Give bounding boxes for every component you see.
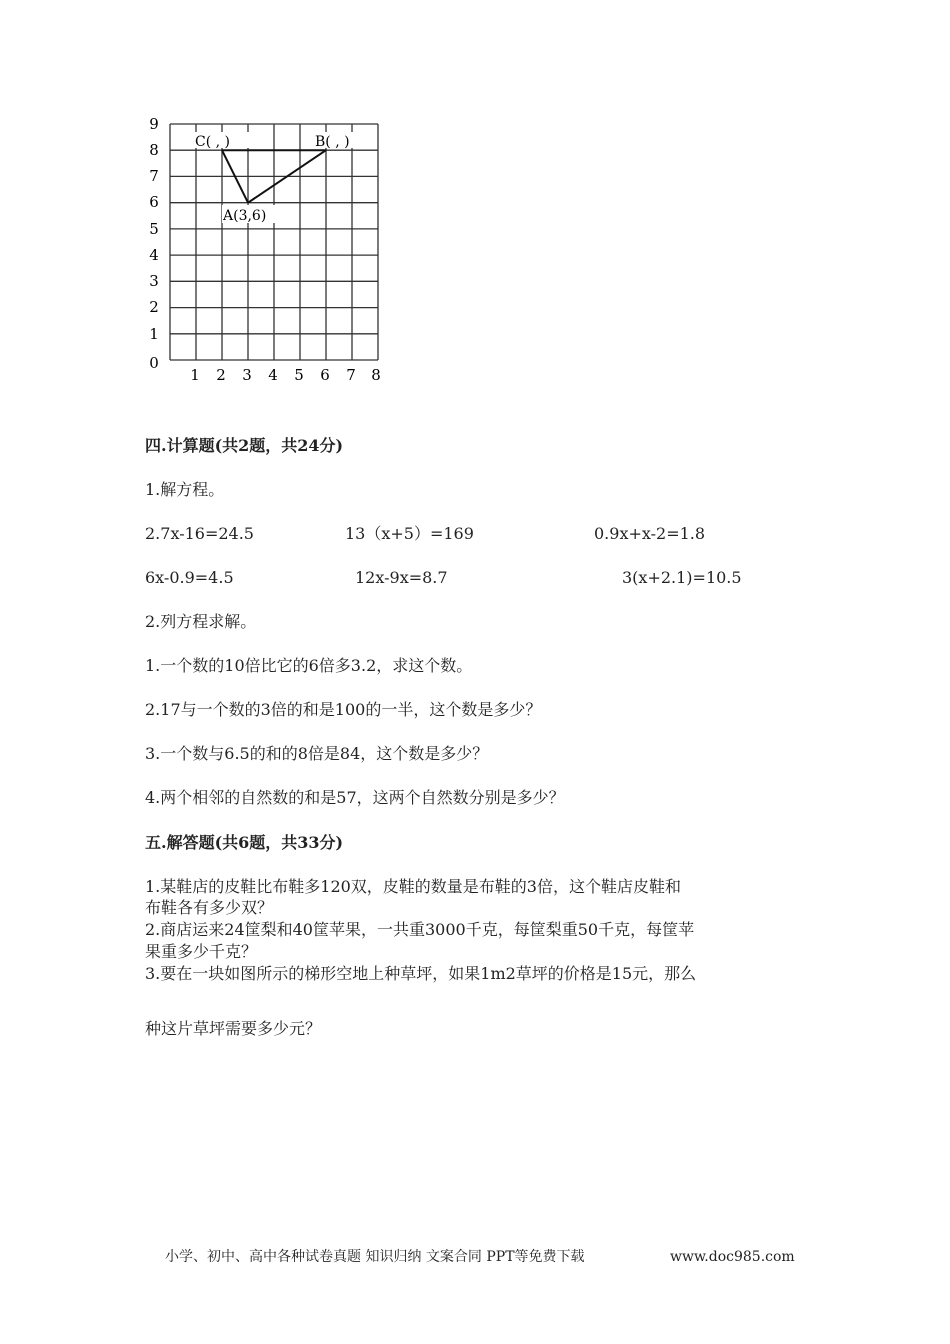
y-axis-labels: [149, 115, 159, 372]
footer-link[interactable]: www.doc985.com: [670, 1249, 795, 1265]
point-b-label: B( , ): [315, 134, 350, 150]
y-tick-label: 8: [149, 141, 159, 159]
equation: 3(x+2.1)=10.5: [622, 568, 742, 587]
y-tick-label: 1: [149, 325, 159, 343]
grid-lines: [170, 124, 378, 360]
x-axis-labels: [190, 366, 381, 384]
x-tick-label: 4: [268, 366, 278, 384]
footer-text: 小学、初中、高中各种试卷真题 知识归纳 文案合同 PPT等免费下载: [165, 1249, 585, 1265]
section5-heading: 五.解答题(共6题，共33分): [145, 833, 344, 852]
y-tick-label: 7: [149, 167, 159, 185]
section4-heading: 四.计算题(共2题，共24分): [145, 436, 344, 455]
word-problem: 1.一个数的10倍比它的6倍多3.2，求这个数。: [145, 656, 473, 675]
coordinate-grid-figure: [140, 110, 400, 390]
answer-problem-line: 3.要在一块如图所示的梯形空地上种草坪，如果1m2草坪的价格是15元，那么: [145, 964, 697, 983]
answer-problem-line: 果重多少千克？: [145, 942, 258, 961]
word-problem: 3.一个数与6.5的和的8倍是84，这个数是多少？: [145, 744, 489, 763]
equation: 6x-0.9=4.5: [145, 568, 234, 587]
y-tick-label: 3: [149, 272, 159, 290]
section4-q1-title: 1.解方程。: [145, 480, 225, 499]
point-a-label: A(3,6): [223, 208, 267, 224]
word-problem: 2.17与一个数的3倍的和是100的一半，这个数是多少？: [145, 700, 542, 719]
equation: 0.9x+x-2=1.8: [594, 524, 706, 543]
point-c-label: C( , ): [195, 134, 230, 150]
y-tick-label: 9: [149, 115, 159, 133]
x-tick-label: 8: [371, 366, 381, 384]
x-tick-label: 6: [320, 366, 330, 384]
y-tick-label: 2: [149, 298, 159, 316]
x-tick-label: 2: [216, 366, 226, 384]
x-tick-label: 1: [190, 366, 200, 384]
word-problem: 4.两个相邻的自然数的和是57，这两个自然数分别是多少？: [145, 788, 565, 807]
y-tick-label: 6: [149, 193, 159, 211]
y-tick-label: 0: [149, 354, 159, 372]
equation: 12x-9x=8.7: [355, 568, 448, 587]
answer-problem-line: 布鞋各有多少双？: [145, 898, 274, 917]
answer-problem-line: 2.商店运来24筐梨和40筐苹果，一共重3000千克，每筐梨重50千克，每筐苹: [145, 920, 695, 939]
x-tick-label: 7: [346, 366, 356, 384]
y-tick-label: 4: [149, 246, 159, 264]
x-tick-label: 5: [294, 366, 304, 384]
equation: 13（x+5）=169: [345, 524, 474, 543]
section4-q2-title: 2.列方程求解。: [145, 612, 257, 631]
answer-problem-line: 1.某鞋店的皮鞋比布鞋多120双，皮鞋的数量是布鞋的3倍，这个鞋店皮鞋和: [145, 877, 681, 896]
equation: 2.7x-16=24.5: [145, 524, 254, 543]
answer-problem-line: 种这片草坪需要多少元？: [145, 1019, 322, 1038]
y-tick-label: 5: [149, 220, 159, 238]
x-tick-label: 3: [242, 366, 252, 384]
